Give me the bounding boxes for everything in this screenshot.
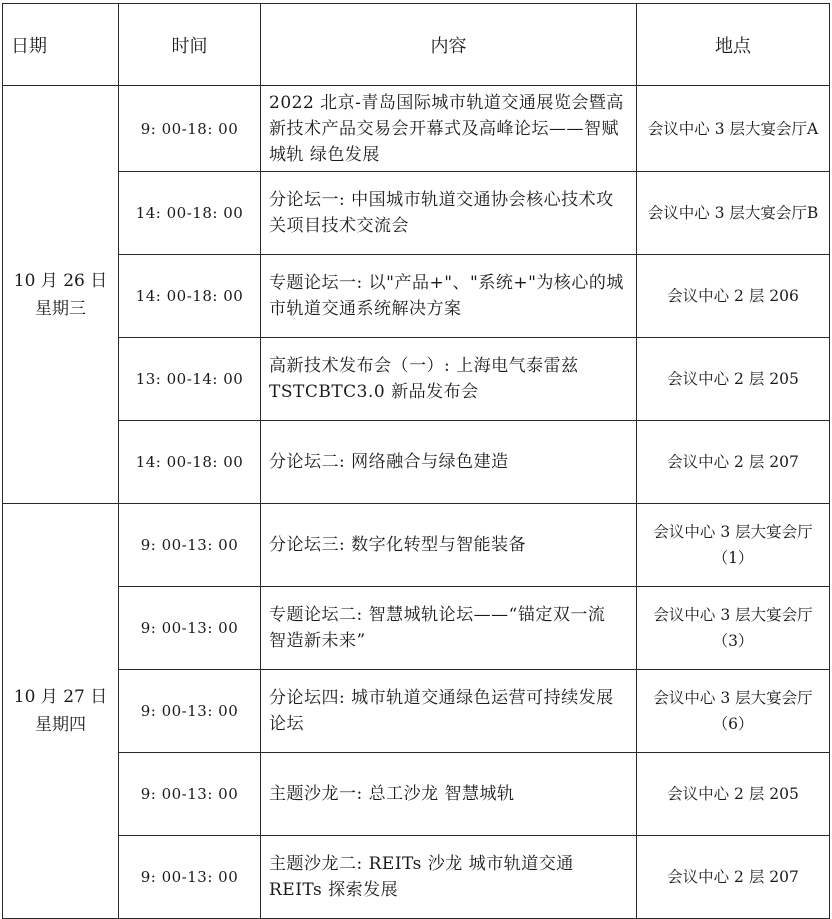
place-cell: 会议中心 2 层 205: [637, 338, 830, 421]
weekday-label: 星期四: [35, 715, 86, 735]
header-content: 内容: [261, 4, 637, 86]
place-cell: 会议中心 2 层 206: [637, 255, 830, 338]
header-place: 地点: [637, 4, 830, 86]
content-cell: 专题论坛二: 智慧城轨论坛——“锚定双一流 智造新未来”: [261, 587, 637, 670]
time-cell: 14: 00-18: 00: [119, 255, 261, 338]
place-cell: 会议中心 3 层大宴会厅（1）: [637, 504, 830, 587]
date-cell: [3, 504, 119, 919]
table-row: [3, 421, 830, 504]
table-row: [3, 338, 830, 421]
header-row: [3, 4, 830, 86]
table-row: [3, 172, 830, 255]
place-cell: 会议中心 3 层大宴会厅B: [637, 172, 830, 255]
time-cell: 9: 00-13: 00: [119, 504, 261, 587]
table-row: [3, 753, 830, 836]
date-label: 10 月 26 日: [13, 270, 108, 291]
place-cell: 会议中心 3 层大宴会厅（6）: [637, 670, 830, 753]
table-row: [3, 836, 830, 919]
place-cell: 会议中心 3 层大宴会厅（3）: [637, 587, 830, 670]
table-row: [3, 86, 830, 172]
content-cell: 主题沙龙二: REITs 沙龙 城市轨道交通 REITs 探索发展: [261, 836, 637, 919]
content-cell: 专题论坛一: 以"产品+"、"系统+"为核心的城市轨道交通系统解决方案: [261, 255, 637, 338]
content-cell: 分论坛三: 数字化转型与智能装备: [261, 504, 637, 587]
place-cell: 会议中心 3 层大宴会厅A: [637, 86, 830, 172]
place-cell: 会议中心 2 层 207: [637, 836, 830, 919]
time-cell: 9: 00-13: 00: [119, 836, 261, 919]
date-cell: [3, 86, 119, 504]
time-cell: 9: 00-13: 00: [119, 670, 261, 753]
place-cell: 会议中心 2 层 205: [637, 753, 830, 836]
time-cell: 9: 00-18: 00: [119, 86, 261, 172]
time-cell: 14: 00-18: 00: [119, 421, 261, 504]
content-cell: 分论坛四: 城市轨道交通绿色运营可持续发展论坛: [261, 670, 637, 753]
content-cell: 分论坛二: 网络融合与绿色建造: [261, 421, 637, 504]
time-cell: 9: 00-13: 00: [119, 753, 261, 836]
content-cell: 高新技术发布会（一）: 上海电气泰雷兹 TSTCBTC3.0 新品发布会: [261, 338, 637, 421]
table-row: [3, 255, 830, 338]
table-row: [3, 670, 830, 753]
header-date: 日期: [3, 4, 119, 86]
time-cell: 9: 00-13: 00: [119, 587, 261, 670]
table-row: [3, 587, 830, 670]
time-cell: 14: 00-18: 00: [119, 172, 261, 255]
date-label: 10 月 27 日: [13, 687, 108, 707]
table-row: [3, 504, 830, 587]
content-cell: 2022 北京-青岛国际城市轨道交通展览会暨高新技术产品交易会开幕式及高峰论坛——智赋城轨 绿色发展: [261, 86, 637, 172]
schedule-table: [2, 3, 830, 919]
weekday-label: 星期三: [35, 298, 86, 319]
content-cell: 分论坛一: 中国城市轨道交通协会核心技术攻关项目技术交流会: [261, 172, 637, 255]
content-cell: 主题沙龙一: 总工沙龙 智慧城轨: [261, 753, 637, 836]
header-time: 时间: [119, 4, 261, 86]
time-cell: 13: 00-14: 00: [119, 338, 261, 421]
place-cell: 会议中心 2 层 207: [637, 421, 830, 504]
